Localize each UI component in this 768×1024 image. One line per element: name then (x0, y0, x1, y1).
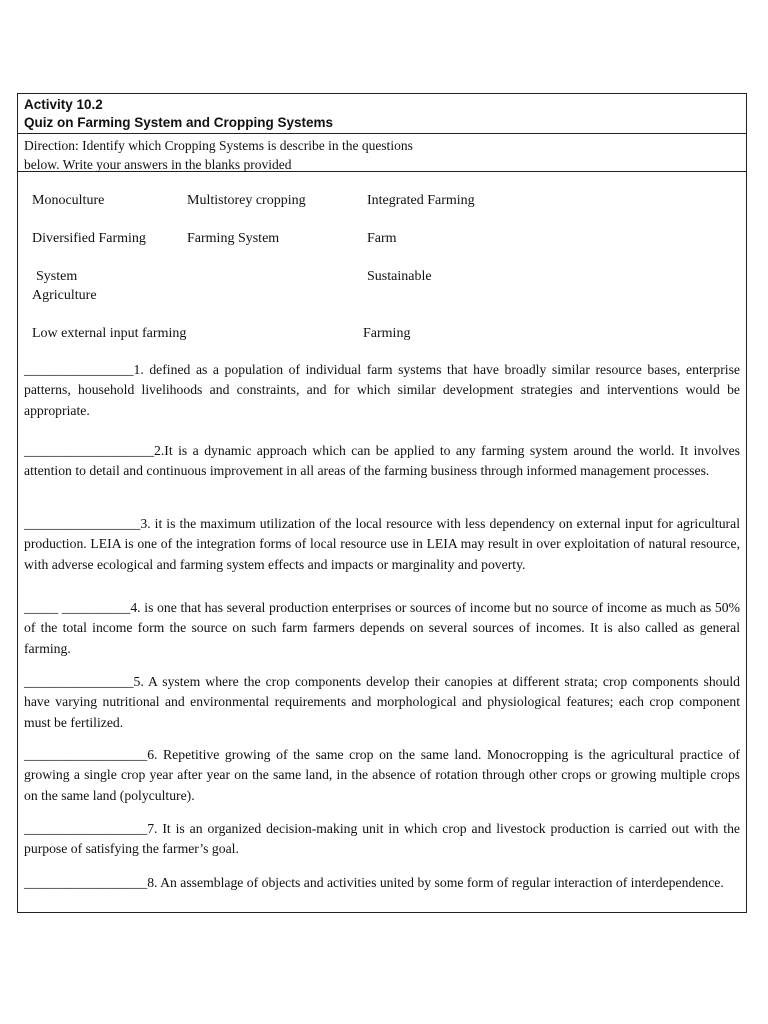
answer-blank-4[interactable]: _____ __________ (24, 600, 131, 615)
question-6-text: 6. Repetitive growing of the same crop on the same land. Monocropping is the agricultural practice of growing a single crop year after year on the same land, in the absence of rotation through other crops or growing multiple crops on the same land (polyculture). (24, 747, 740, 803)
question-2-text: 2.It is a dynamic approach which can be applied to any farming system around the world. It involves attention to detail and continuous improvement in all areas of the farming business through informed management processes. (24, 443, 740, 479)
question-5 (24, 672, 740, 733)
question-4-text: 4. is one that has several production enterprises or sources of income but no source of income as much as 50% of the total income form the source on such farm farmers depends on several sources of incomes. It is also called as general farming. (24, 600, 740, 656)
question-5-text: 5. A system where the crop components develop their canopies at different strata; crop components should have varying nutritional and environmental requirements and morphological and physiological features; each crop component must be fertilized. (24, 674, 740, 730)
question-2 (24, 441, 740, 482)
answer-blank-2[interactable]: ___________________ (24, 443, 155, 458)
activity-subtitle: Quiz on Farming System and Cropping Systems (24, 115, 334, 130)
choice-monoculture: Monoculture (32, 193, 105, 208)
direction-line-2: below. Write your answers in the blanks provided (24, 157, 292, 172)
choice-integrated: Integrated Farming (367, 193, 475, 208)
answer-blank-8[interactable]: __________________ (24, 875, 148, 890)
answer-blank-3[interactable]: _________________ (24, 516, 141, 531)
activity-sheet (17, 93, 747, 913)
choice-system: System (36, 269, 78, 284)
direction-line-1: Direction: Identify which Cropping Systems is describe in the questions (24, 138, 413, 153)
question-1 (24, 360, 740, 421)
question-8-text: 8. An assemblage of objects and activities united by some form of regular interaction of interdependence. (147, 875, 724, 890)
question-3 (24, 514, 740, 575)
answer-blank-1[interactable]: ________________ (24, 362, 134, 377)
question-6 (24, 745, 740, 806)
question-7 (24, 819, 740, 860)
direction-box (18, 134, 746, 172)
question-3-text: 3. it is the maximum utilization of the local resource with less dependency on external input for agricultural production. LEIA is one of the integration forms of local resource use in LEIA may result in over exploitation of natural resource, with adverse ecological and farming system effects and impacts or marginality and poverty. (24, 516, 740, 572)
choice-diversified: Diversified Farming (32, 231, 146, 246)
choice-low-external-input: Low external input farming (32, 326, 187, 341)
activity-title: Activity 10.2 (24, 97, 103, 112)
answer-blank-7[interactable]: __________________ (24, 821, 148, 836)
choice-farm: Farm (367, 231, 397, 246)
question-1-text: 1. defined as a population of individual farm systems that have broadly similar resource bases, enterprise patterns, household livelihoods and constraints, and for which similar development strategies and interventions would be appropriate. (24, 362, 740, 418)
question-8 (24, 873, 740, 893)
choice-farming: Farming (363, 326, 411, 341)
choice-multistorey: Multistorey cropping (187, 193, 306, 208)
choice-agriculture: Agriculture (32, 288, 97, 303)
choice-farming-system: Farming System (187, 231, 280, 246)
question-7-text: 7. It is an organized decision-making unit in which crop and livestock production is carried out with the purpose of satisfying the farmer’s goal. (24, 821, 740, 857)
question-4 (24, 598, 740, 659)
answer-blank-5[interactable]: ________________ (24, 674, 134, 689)
choice-sustainable: Sustainable (367, 269, 432, 284)
activity-header (18, 94, 746, 134)
answer-choices (18, 172, 746, 348)
answer-blank-6[interactable]: __________________ (24, 747, 148, 762)
